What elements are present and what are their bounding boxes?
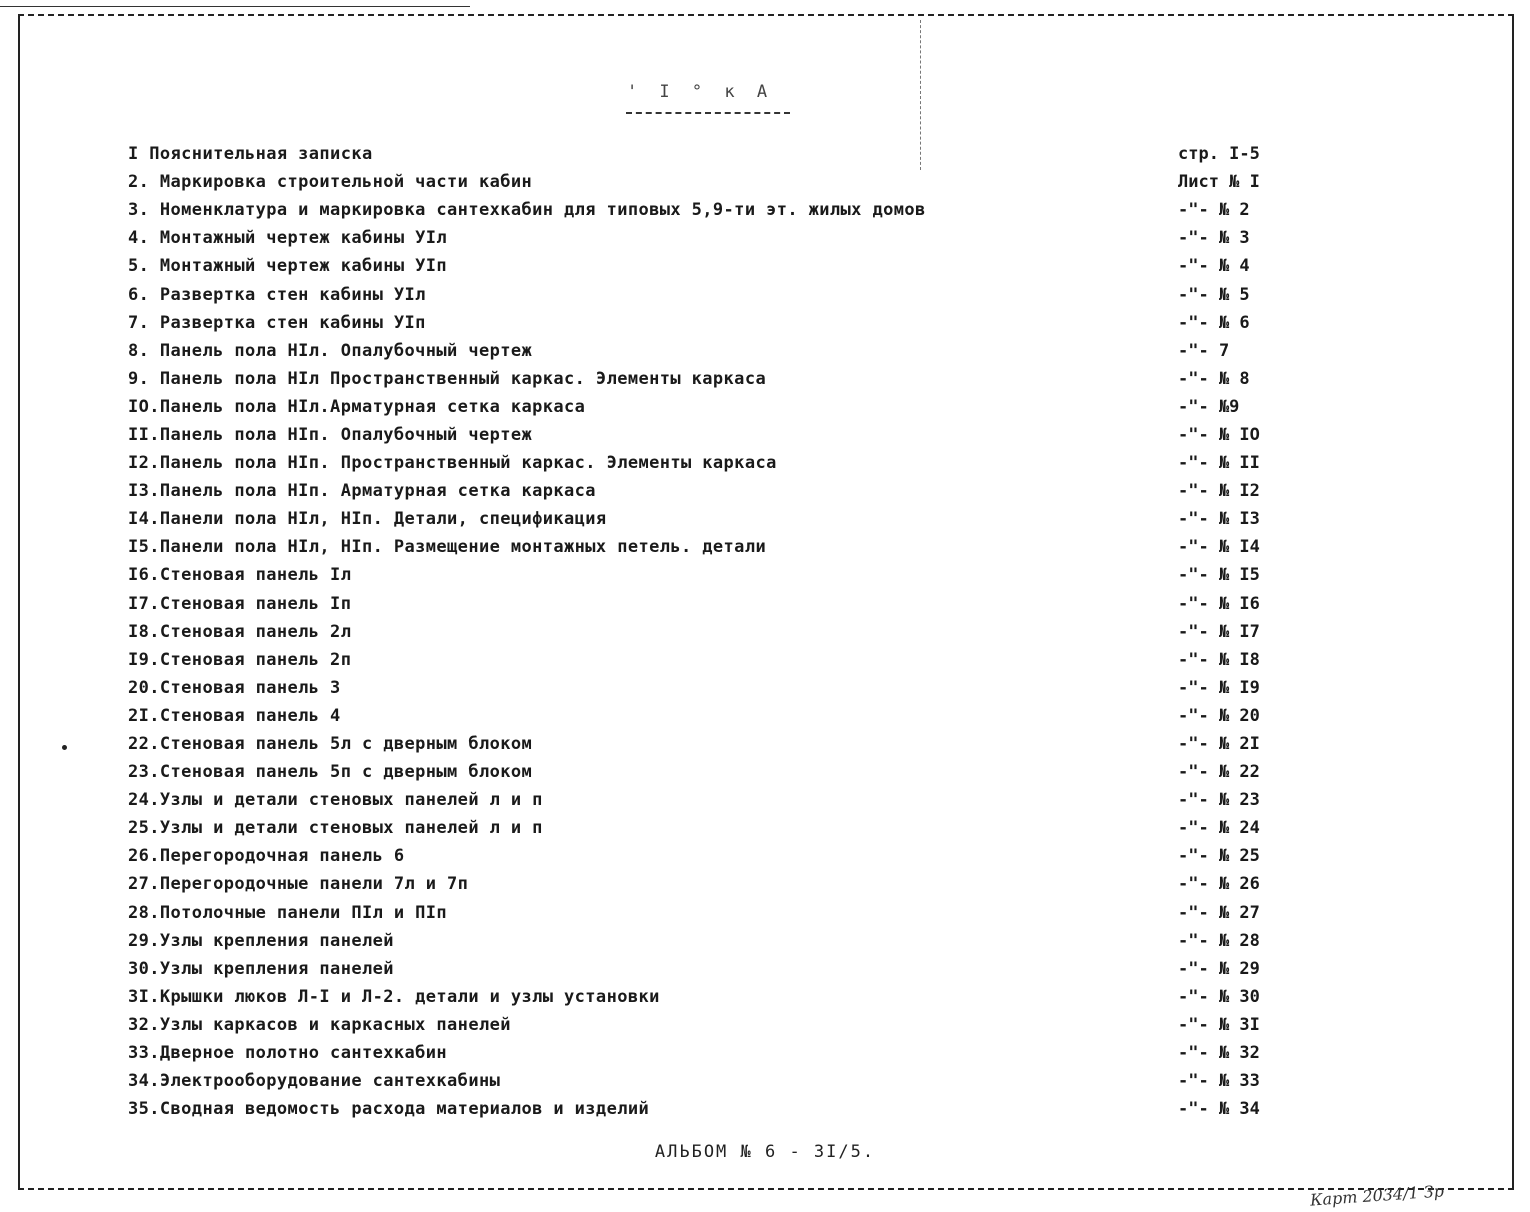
list-item — [128, 618, 1288, 646]
entry-sheet-ref: -"- № 8 — [1178, 368, 1250, 389]
entry-title: 34.Электрооборудование сантехкабины — [128, 1071, 501, 1092]
entry-title: 24.Узлы и детали стеновых панелей л и п — [128, 790, 543, 811]
entry-title: I9.Стеновая панель 2п — [128, 649, 352, 670]
entry-title: I6.Стеновая панель Iл — [128, 565, 352, 586]
entry-sheet-ref: -"- № I2 — [1178, 481, 1260, 502]
entry-title: 3. Номенклатура и маркировка сантехкабин для типовых 5,9-ти эт. жилых домов — [128, 200, 926, 221]
entry-sheet-ref: -"- № 5 — [1178, 284, 1250, 305]
entry-title: 32.Узлы каркасов и каркасных панелей — [128, 1014, 511, 1035]
entry-title: 26.Перегородочная панель 6 — [128, 846, 405, 867]
handwritten-note: Карт 2034/1 Зр — [1309, 1181, 1445, 1210]
contents-list — [128, 140, 1288, 1123]
entry-title: 28.Потолочные панели ПIл и ПIп — [128, 902, 448, 923]
list-item — [128, 196, 1288, 224]
list-item — [128, 393, 1288, 421]
entry-sheet-ref: -"- № 2 — [1178, 200, 1250, 221]
entry-title: 22.Стеновая панель 5л с дверным блоком — [128, 734, 533, 755]
entry-sheet-ref: -"- № 22 — [1178, 762, 1260, 783]
entry-title: 23.Стеновая панель 5п с дверным блоком — [128, 762, 533, 783]
entry-title: 30.Узлы крепления панелей — [128, 958, 394, 979]
list-item — [128, 955, 1288, 983]
album-footer: АЛЬБОМ № 6 - 3I/5. — [654, 1142, 876, 1162]
list-item — [128, 927, 1288, 955]
entry-sheet-ref: -"- № I5 — [1178, 565, 1260, 586]
entry-title: I Пояснительная записка — [128, 144, 373, 165]
entry-sheet-ref: -"- № 23 — [1178, 790, 1260, 811]
entry-sheet-ref: -"- № 2I — [1178, 734, 1260, 755]
entry-sheet-ref: стр. I-5 — [1178, 144, 1260, 165]
list-item — [128, 505, 1288, 533]
entry-sheet-ref: -"- № 25 — [1178, 846, 1260, 867]
list-item — [128, 224, 1288, 252]
list-item — [128, 421, 1288, 449]
list-item — [128, 1039, 1288, 1067]
entry-title: 27.Перегородочные панели 7л и 7п — [128, 874, 469, 895]
entry-sheet-ref: -"- № I3 — [1178, 509, 1260, 530]
list-item — [128, 674, 1288, 702]
list-item — [128, 758, 1288, 786]
list-item — [128, 309, 1288, 337]
list-item — [128, 786, 1288, 814]
entry-sheet-ref: -"- № 20 — [1178, 705, 1260, 726]
entry-sheet-ref: -"- № I7 — [1178, 621, 1260, 642]
entry-title: 2I.Стеновая панель 4 — [128, 705, 341, 726]
list-item — [128, 365, 1288, 393]
list-item — [128, 533, 1288, 561]
list-item — [128, 702, 1288, 730]
entry-title: I8.Стеновая панель 2л — [128, 621, 352, 642]
entry-sheet-ref: -"- 7 — [1178, 340, 1230, 361]
list-item — [128, 449, 1288, 477]
entry-sheet-ref: -"- №9 — [1178, 396, 1240, 417]
list-item — [128, 280, 1288, 308]
entry-sheet-ref: -"- № 3I — [1178, 1014, 1260, 1035]
entry-sheet-ref: -"- № 34 — [1178, 1099, 1260, 1120]
entry-sheet-ref: -"- № 3 — [1178, 228, 1250, 249]
entry-sheet-ref: -"- № I9 — [1178, 677, 1260, 698]
entry-sheet-ref: -"- № IO — [1178, 424, 1260, 445]
entry-title: 25.Узлы и детали стеновых панелей л и п — [128, 818, 543, 839]
entry-title: II.Панель пола НIп. Опалубочный чертеж — [128, 424, 533, 445]
entry-title: I2.Панель пола НIп. Пространственный каркас. Элементы каркаса — [128, 453, 777, 474]
entry-title: 35.Сводная ведомость расхода материалов и изделий — [128, 1099, 650, 1120]
list-item — [128, 337, 1288, 365]
entry-sheet-ref: -"- № I8 — [1178, 649, 1260, 670]
list-item — [128, 590, 1288, 618]
entry-title: I7.Стеновая панель Iп — [128, 593, 352, 614]
entry-sheet-ref: -"- № 30 — [1178, 986, 1260, 1007]
list-item — [128, 477, 1288, 505]
entry-title: I3.Панель пола НIп. Арматурная сетка каркаса — [128, 481, 596, 502]
list-item — [128, 1095, 1288, 1123]
list-item — [128, 814, 1288, 842]
entry-sheet-ref: -"- № I6 — [1178, 593, 1260, 614]
list-item — [128, 561, 1288, 589]
entry-sheet-ref: Лист № I — [1178, 172, 1260, 193]
entry-sheet-ref: -"- № 29 — [1178, 958, 1260, 979]
list-item — [128, 646, 1288, 674]
list-item — [128, 983, 1288, 1011]
entry-title: 2. Маркировка строительной части кабин — [128, 172, 533, 193]
entry-sheet-ref: -"- № 26 — [1178, 874, 1260, 895]
page-heading: ' I ° к А — [626, 82, 774, 102]
list-item — [128, 168, 1288, 196]
entry-title: 4. Монтажный чертеж кабины УIл — [128, 228, 448, 249]
entry-title: 20.Стеновая панель 3 — [128, 677, 341, 698]
heading-underline — [626, 112, 790, 114]
entry-sheet-ref: -"- № I4 — [1178, 537, 1260, 558]
entry-title: I5.Панели пола НIл, НIп. Размещение монтажных петель. детали — [128, 537, 767, 558]
top-edge-scrap — [0, 0, 470, 7]
entry-title: 6. Развертка стен кабины УIл — [128, 284, 426, 305]
list-item — [128, 842, 1288, 870]
entry-title: 3I.Крышки люков Л-I и Л-2. детали и узлы установки — [128, 986, 660, 1007]
entry-title: I4.Панели пола НIл, НIп. Детали, спецификация — [128, 509, 607, 530]
entry-sheet-ref: -"- № 28 — [1178, 930, 1260, 951]
entry-title: 29.Узлы крепления панелей — [128, 930, 394, 951]
list-item — [128, 252, 1288, 280]
entry-title: 7. Развертка стен кабины УIп — [128, 312, 426, 333]
list-item — [128, 140, 1288, 168]
entry-sheet-ref: -"- № 4 — [1178, 256, 1250, 277]
entry-title: 33.Дверное полотно сантехкабин — [128, 1043, 448, 1064]
list-item — [128, 1011, 1288, 1039]
entry-title: 8. Панель пола НIл. Опалубочный чертеж — [128, 340, 533, 361]
entry-sheet-ref: -"- № 6 — [1178, 312, 1250, 333]
entry-sheet-ref: -"- № 33 — [1178, 1071, 1260, 1092]
entry-sheet-ref: -"- № II — [1178, 453, 1260, 474]
entry-sheet-ref: -"- № 24 — [1178, 818, 1260, 839]
list-item — [128, 730, 1288, 758]
list-item — [128, 899, 1288, 927]
entry-title: 5. Монтажный чертеж кабины УIп — [128, 256, 448, 277]
entry-title: 9. Панель пола НIл Пространственный каркас. Элементы каркаса — [128, 368, 767, 389]
entry-title: IO.Панель пола НIл.Арматурная сетка каркаса — [128, 396, 586, 417]
list-item — [128, 1067, 1288, 1095]
entry-sheet-ref: -"- № 27 — [1178, 902, 1260, 923]
stray-ink-dot — [62, 745, 67, 750]
entry-sheet-ref: -"- № 32 — [1178, 1043, 1260, 1064]
list-item — [128, 870, 1288, 898]
